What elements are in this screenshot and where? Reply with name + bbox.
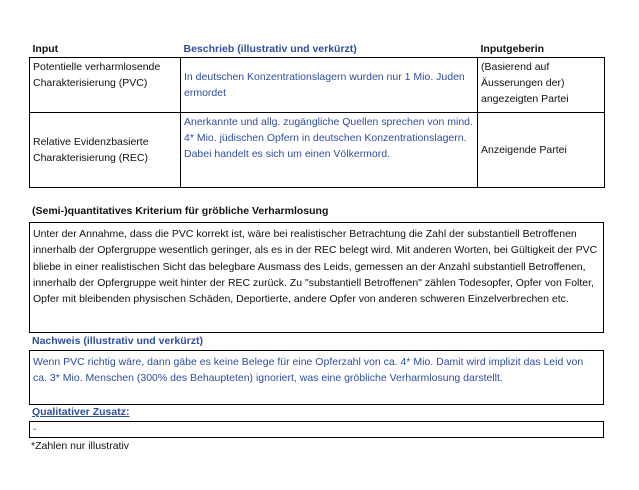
input-table [29,41,605,188]
kriterium-title: (Semi-)quantitatives Kriterium für gröbliche Verharmlosung [32,205,329,217]
zusatz-box [29,421,604,438]
header-input: Input [32,43,59,55]
zusatz-text: - [33,423,37,435]
cell-rec-inputgeberin: Anzeigende Partei [478,113,605,188]
nachweis-title: Nachweis (illustrativ und verkürzt) [32,335,203,347]
nachweis-box [29,350,604,405]
kriterium-text: Unter der Annahme, dass die PVC korrekt ist, wäre bei realistischer Betrachtung die Zahl der substantiell Betroffenen innerhalb der Opfergruppe wesentlich geringer, als es in der REC belegt wird. Mit anderen Worten, bei Gültigkeit der PVC bliebe in einer realistischen Sicht das belegbare Ausmass des Leids, gemessen an der Anzahl substantiell Betroffenen, innerhalb der Opfergruppe weit hinter der REC zurück. Zu "substantiell Betroffenen" zählen Todesopfer, Opfer von Folter, Opfer mit bleibenden physischen Schäden, Deportierte, andere Opfer von anderen schweren Einzelverbrechen etc. [33,228,598,306]
nachweis-text: Wenn PVC richtig wäre, dann gäbe es keine Belege für eine Opferzahl von ca. 4* Mio. Damit wird implizit das Leid von ca. 3* Mio. Menschen (300% des Behaupteten) ignoriert, was eine gröbliche Verharmlosung darstellt. [33,356,584,385]
cell-rec-beschrieb: Anerkannte und allg. zugängliche Quellen sprechen von mind. 4* Mio. jüdischen Opfern in deutschen Konzentrationslagern. Dabei handelt es sich um einen Völkermord. [181,113,478,188]
footnote: *Zahlen nur illustrativ [31,440,130,452]
cell-rec-input: Relative Evidenzbasierte Charakterisierung (REC) [30,113,181,188]
table-row-rec [30,113,605,188]
zusatz-title: Qualitativer Zusatz: [32,406,130,418]
cell-pvc-inputgeberin: (Basierend auf Äusserungen der) angezeigten Partei [478,58,605,113]
table-header-row [30,41,605,58]
table-row-pvc [30,58,605,113]
header-inputgeberin: Inputgeberin [480,43,545,55]
kriterium-box [29,222,604,333]
cell-pvc-beschrieb: In deutschen Konzentrationslagern wurden nur 1 Mio. Juden ermordet [181,58,478,113]
cell-pvc-input: Potentielle verharmlosende Charakterisierung (PVC) [30,58,181,113]
header-beschrieb: Beschrieb (illustrativ und verkürzt) [183,43,357,55]
